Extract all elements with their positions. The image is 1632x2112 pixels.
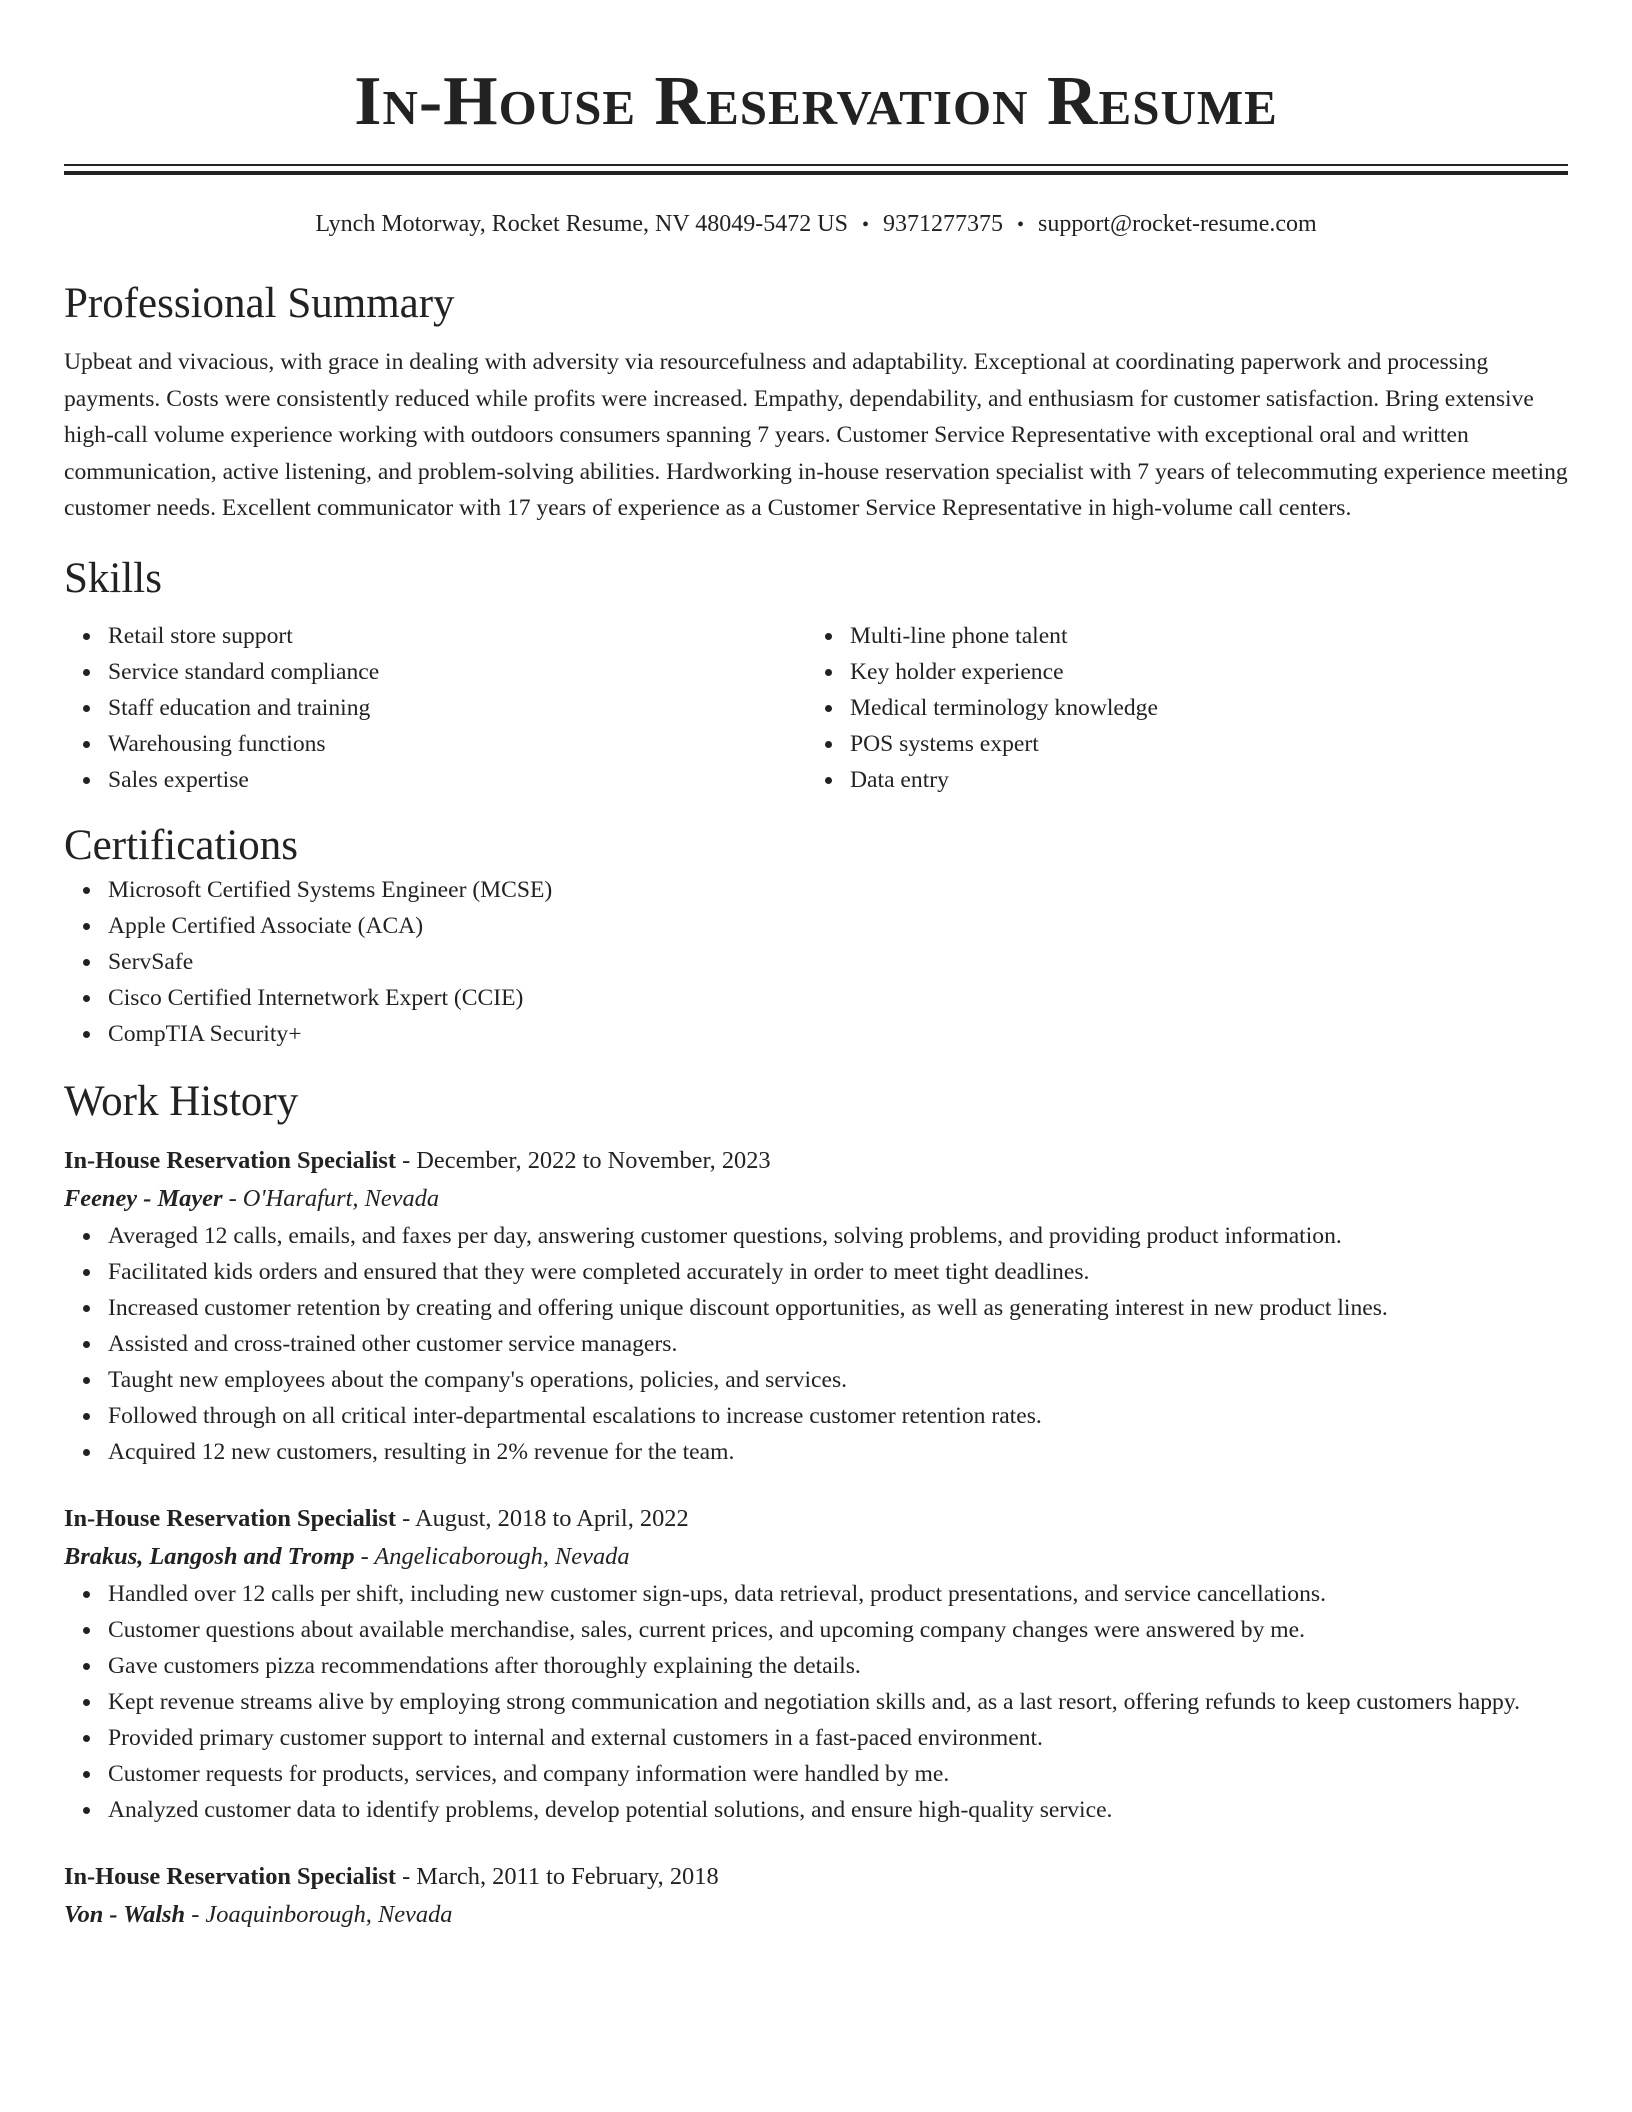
contact-phone: 9371277375 [882,211,1003,237]
work-history-heading: Work History [64,1077,299,1125]
skills-heading: Skills [64,554,162,602]
job-title-line [64,1500,1568,1538]
summary-heading: Professional Summary [64,280,455,327]
certification-item: Cisco Certified Internetwork Expert (CCIE) [108,980,1568,1016]
certification-item: Apple Certified Associate (ACA) [108,908,1568,944]
job-duty: Customer requests for products, services, and company information were handled by me. [108,1756,1568,1792]
job-duty: Handled over 12 calls per shift, including new customer sign-ups, data retrieval, product presentations, and service cancellations. [108,1576,1568,1612]
job-entry [64,1858,1568,1934]
job-company: Von - Walsh [64,1900,186,1928]
skill-item: Medical terminology knowledge [850,690,1548,726]
skill-item: POS systems expert [850,726,1548,762]
skill-item: Service standard compliance [108,654,806,690]
job-dates: - August, 2018 to April, 2022 [395,1504,689,1532]
skill-item: Key holder experience [850,654,1548,690]
job-duty: Kept revenue streams alive by employing strong communication and negotiation skills and, as a last resort, offering refunds to keep customers happy. [108,1684,1568,1720]
skills-grid [64,618,1568,798]
job-title: In-House Reservation Specialist [64,1862,396,1890]
job-title: In-House Reservation Specialist [64,1504,396,1532]
certifications-list [64,872,1568,1052]
job-duty: Facilitated kids orders and ensured that they were completed accurately in order to meet tight deadlines. [108,1254,1568,1290]
job-duty: Acquired 12 new customers, resulting in 2% revenue for the team. [108,1434,1568,1470]
certifications-heading: Certifications [64,821,299,869]
job-duty: Customer questions about available merchandise, sales, current prices, and upcoming company changes were answered by me. [108,1612,1568,1648]
job-location: - O'Harafurt, Nevada [222,1184,440,1212]
job-duties-list [64,1218,1568,1470]
title-divider [64,164,1568,175]
certification-item: ServSafe [108,944,1568,980]
job-duty: Increased customer retention by creating and offering unique discount opportunities, as well as generating interest in new product lines. [108,1290,1568,1326]
certification-item: CompTIA Security+ [108,1016,1568,1052]
job-duty: Taught new employees about the company's operations, policies, and services. [108,1362,1568,1398]
job-title-line [64,1858,1568,1896]
job-location: - Angelicaborough, Nevada [354,1542,630,1570]
skill-item: Staff education and training [108,690,806,726]
job-entry [64,1500,1568,1828]
contact-line [64,209,1568,240]
skill-item: Warehousing functions [108,726,806,762]
job-duty: Provided primary customer support to internal and external customers in a fast-paced environment. [108,1720,1568,1756]
skill-item: Multi-line phone talent [850,618,1548,654]
job-title: In-House Reservation Specialist [64,1146,396,1174]
job-company-line [64,1896,1568,1934]
skill-item: Retail store support [108,618,806,654]
contact-email: support@rocket-resume.com [1037,211,1317,237]
job-location: - Joaquinborough, Nevada [185,1900,453,1928]
job-company: Brakus, Langosh and Tromp [64,1542,355,1570]
skill-item: Data entry [850,762,1548,798]
skills-list-left [64,618,806,798]
job-title-line [64,1142,1568,1180]
contact-separator: • [861,214,869,236]
skills-list-right [806,618,1548,798]
summary-text: Upbeat and vivacious, with grace in dealing with adversity via resourcefulness and adaptability. Exceptional at coordinating paperwork and processing payments. Costs were consistently reduced while profits were increased. Empathy, dependability, and enthusiasm for customer satisfaction. Bring extensive high-call volume experience working with outdoors consumers spanning 7 years. Customer Service Representative with exceptional oral and written communication, active listening, and problem-solving abilities. Hardworking in-house reservation specialist with 7 years of telecommuting experience meeting customer needs. Excellent communicator with 17 years of experience as a Customer Service Representative in high-volume call centers. [64,349,1568,521]
job-duty: Followed through on all critical inter-departmental escalations to increase customer retention rates. [108,1398,1568,1434]
certification-item: Microsoft Certified Systems Engineer (MCSE) [108,872,1568,908]
contact-address: Lynch Motorway, Rocket Resume, NV 48049-5472 US [315,211,848,237]
job-duty: Gave customers pizza recommendations after thoroughly explaining the details. [108,1648,1568,1684]
contact-separator: • [1016,214,1024,236]
job-company-line [64,1180,1568,1218]
job-dates: - December, 2022 to November, 2023 [395,1146,771,1174]
job-duty: Analyzed customer data to identify problems, develop potential solutions, and ensure high-quality service. [108,1792,1568,1828]
skill-item: Sales expertise [108,762,806,798]
job-dates: - March, 2011 to February, 2018 [395,1862,719,1890]
resume-title: In-House Reservation Resume [354,63,1278,140]
job-company-line [64,1538,1568,1576]
job-company: Feeney - Mayer [64,1184,223,1212]
job-entry [64,1142,1568,1470]
job-duty: Averaged 12 calls, emails, and faxes per day, answering customer questions, solving problems, and providing product information. [108,1218,1568,1254]
job-duties-list [64,1576,1568,1828]
job-duty: Assisted and cross-trained other customer service managers. [108,1326,1568,1362]
